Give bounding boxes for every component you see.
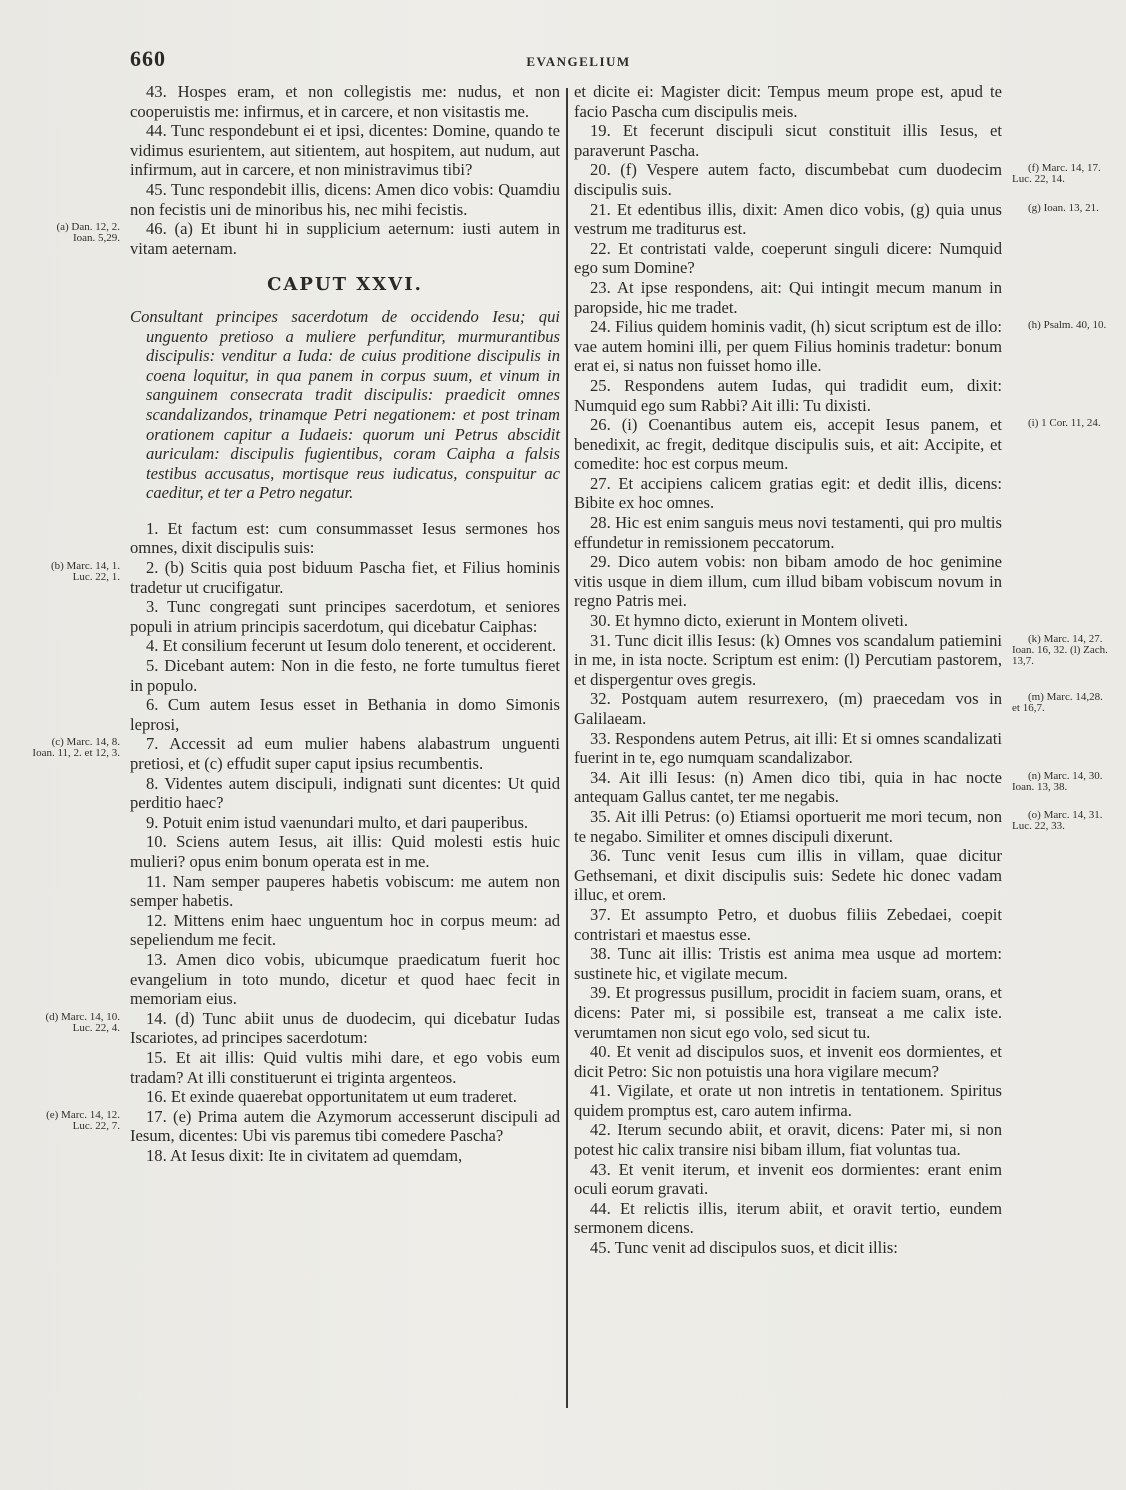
verse-text: 9. Potuit enim istud vaenundari multo, et dari pauperibus. [146, 812, 529, 832]
verse [574, 689, 1103, 728]
verse [130, 1146, 560, 1166]
verse [130, 636, 560, 656]
verse-text: 3. Tunc congregati sunt principes sacerdotum, et seniores populi in atrium principis sacerdotum, qui dicebatur Caiphas: [130, 597, 560, 636]
verse-text: 5. Dicebant autem: Non in die festo, ne forte tumultus fieret in populo. [130, 656, 560, 695]
verse [574, 474, 1002, 513]
column-divider [566, 88, 568, 1408]
verse [130, 180, 560, 219]
verse-text: 7. Accessit ad eum mulier habens alabastrum unguenti pretiosi, et (c) effudit super caput ipsius recumbentis. [130, 734, 560, 773]
verse-continuation: et dicite ei: Magister dicit: Tempus meum prope est, apud te facio Pascha cum discipulis meis. [574, 82, 1002, 121]
verse-text: 27. Et accipiens calicem gratias egit: et dedit illis, dicens: Bibite ex hoc omnes. [574, 473, 1002, 513]
verse-text: 30. Et hymno dicto, exierunt in Montem oliveti. [590, 611, 909, 631]
verse-text: 24. Filius quidem hominis vadit, (h) sicut scriptum est de illo: vae autem homini illi, per quem Filius hominis tradetur: bonum erat ei, si natus non fuisset homo ille. [574, 317, 1002, 376]
left-column [32, 82, 560, 1165]
page-header [130, 46, 972, 76]
verse-text: 32. Postquam autem resurrexero, (m) praecedam vos in Galilaeam. [574, 689, 1002, 728]
verse-text: 22. Et contristati valde, coeperunt singuli dicere: Numquid ego sum Domine? [574, 238, 1002, 278]
chapter-verses-continued [574, 121, 1108, 1258]
verse [574, 239, 1002, 278]
marginal-reference: (c) Marc. 14, 8. Ioan. 11, 2. et 12, 3. [32, 736, 120, 760]
verse [130, 1048, 560, 1087]
verse-text: 40. Et venit ad discipulos suos, et invenit eos dormientes, et dicit Petro: Sic non potuistis una hora vigilare mecum? [574, 1042, 1002, 1081]
verse-text: 45. Tunc respondebit illis, dicens: Amen dico vobis: Quamdiu non fecistis uni de minoribus his, nec mihi fecistis. [130, 179, 560, 219]
verse [574, 1199, 1002, 1238]
marginal-reference: (f) Marc. 14, 17. Luc. 22, 14. [1012, 162, 1101, 186]
verse-text: 15. Et ait illis: Quid vultis mihi dare, et ego vobis eum tradam? At illi constituerunt ei triginta argenteos. [130, 1047, 560, 1087]
verse [574, 1042, 1002, 1081]
verse-text: 33. Respondens autem Petrus, ait illi: Et si omnes scandalizati fuerint in te, ego numquam scandalizabor. [574, 728, 1002, 768]
verse-text: 41. Vigilate, et orate ut non intretis in tentationem. Spiritus quidem promptus est, caro autem infirma. [574, 1081, 1002, 1120]
marginal-reference: (h) Psalm. 40, 10. [1028, 319, 1107, 332]
verse-text: 25. Respondens autem Iudas, qui tradidit eum, dixit: Numquid ego sum Rabbi? Ait illi: Tu dixisti. [574, 375, 1002, 415]
verse [130, 695, 560, 734]
verse-text: 43. Hospes eram, et non collegistis me: nudus, et non cooperuistis me: infirmus, et in carcere, et non visitastis me. [130, 82, 560, 121]
right-column [574, 82, 1108, 1258]
marginal-reference: (o) Marc. 14, 31. Luc. 22, 33. [1012, 808, 1103, 832]
verse-text: 19. Et fecerunt discipuli sicut constituit illis Iesus, et paraverunt Pascha. [574, 121, 1002, 160]
verse [574, 278, 1002, 317]
verse-text: 34. Ait illi Iesus: (n) Amen dico tibi, quia in hac nocte antequam Gallus cantet, ter me negabis. [574, 767, 1002, 807]
verse [130, 1087, 560, 1107]
verse [574, 846, 1002, 905]
verse-text: 17. (e) Prima autem die Azymorum accesserunt discipuli ad Iesum, dicentes: Ubi vis paremus tibi comedere Pascha? [130, 1106, 560, 1146]
marginal-reference: (g) Ioan. 13, 21. [1028, 201, 1099, 214]
page-number: 660 [130, 46, 166, 71]
verse-text: 37. Et assumpto Petro, et duobus filiis Zebedaei, coepit contristari et maestus esse. [574, 904, 1002, 944]
marginal-reference: (e) Marc. 14, 12. Luc. 22, 7. [46, 1108, 120, 1132]
verse [574, 630, 1108, 690]
marginal-reference: (n) Marc. 14, 30. Ioan. 13, 38. [1012, 769, 1103, 793]
verse-text: 28. Hic est enim sanguis meus novi testamenti, qui pro multis effundetur in remissionem peccatorum. [574, 513, 1002, 552]
verse [130, 519, 560, 558]
verse-text: 1. Et factum est: cum consummasset Iesus sermones hos omnes, dixit discipulis suis: [130, 518, 560, 558]
verse [574, 160, 1101, 199]
verse-text: 16. Et exinde quaerebat opportunitatem ut eum traderet. [146, 1087, 517, 1107]
verse [574, 513, 1002, 552]
verse [574, 944, 1002, 983]
verse [50, 558, 560, 597]
verse-text: 42. Iterum secundo abiit, et oravit, dicens: Pater mi, si non potest hic calix transire nisi bibam illum, fiat voluntas tua. [574, 1120, 1002, 1160]
marginal-reference: (k) Marc. 14, 27. Ioan. 16, 32. (l) Zach. 13,7. [1012, 632, 1108, 667]
verse [574, 1120, 1002, 1159]
verse [574, 1238, 1002, 1258]
verse-text: 21. Et edentibus illis, dixit: Amen dico vobis, (g) quia unus vestrum me traditurus est. [574, 199, 1002, 239]
marginal-reference: (a) Dan. 12, 2. Ioan. 5,29. [56, 221, 120, 245]
verse [130, 656, 560, 695]
verse [46, 1106, 560, 1146]
verse [130, 832, 560, 871]
marginal-reference: (m) Marc. 14,28. et 16,7. [1012, 691, 1103, 715]
running-title: EVANGELIUM [526, 54, 631, 69]
verse-text: 29. Dico autem vobis: non bibam amodo de hoc genimine vitis usque in diem illum, cum illud bibam vobiscum novum in regno Patris mei. [574, 552, 1002, 611]
verse [574, 317, 1107, 376]
verse-text: 8. Videntes autem discipuli, indignati sunt dicentes: Ut quid perditio haec? [130, 773, 560, 813]
verse-text: 14. (d) Tunc abiit unus de duodecim, qui dicebatur Iudas Iscariotes, ad principes sacerdotum: [130, 1008, 560, 1048]
verse-text: 18. At Iesus dixit: Ite in civitatem ad quemdam, [146, 1145, 463, 1165]
marginal-reference: (d) Marc. 14, 10. Luc. 22, 4. [45, 1010, 120, 1034]
verse [574, 1081, 1002, 1120]
verse-text: 44. Tunc respondebunt ei et ipsi, dicentes: Domine, quando te vidimus esurientem, aut sitientem, aut hospitem, aut nudum, aut infirmum, aut in carcere, et non ministravimus tibi? [130, 121, 560, 180]
verse-text: 10. Sciens autem Iesus, ait illis: Quid molesti estis huic mulieri? opus enim bonum operata est in me. [130, 832, 560, 871]
verse-text: 13. Amen dico vobis, ubicumque praedicatum fuerit hoc evangelium in toto mundo, dicetur et quod haec fecit in memoriam eius. [130, 949, 560, 1009]
verse-text: 38. Tunc ait illis: Tristis est anima mea usque ad mortem: sustinete hic, et vigilate mecum. [574, 944, 1002, 983]
verse-text: 45. Tunc venit ad discipulos suos, et dicit illis: [590, 1238, 898, 1258]
verse [130, 872, 560, 911]
verse [574, 1160, 1002, 1199]
verse [130, 82, 560, 121]
verse [574, 806, 1103, 846]
verse-text: 36. Tunc venit Iesus cum illis in villam, quae dicitur Gethsemani, et dixit discipulis suis: Sedete hic donec vadam illuc, et orem. [574, 846, 1002, 905]
marginal-reference: (i) 1 Cor. 11, 24. [1028, 417, 1101, 430]
chapter-verses [32, 518, 560, 1166]
previous-chapter-verses [56, 82, 560, 258]
verse [574, 611, 1002, 631]
verse [574, 905, 1002, 944]
verse [130, 813, 560, 833]
verse [574, 121, 1002, 160]
verse [574, 767, 1103, 807]
verse [32, 734, 560, 773]
verse [45, 1008, 560, 1048]
verse-text: 11. Nam semper pauperes habetis vobiscum: me autem non semper habetis. [130, 871, 560, 911]
verse [130, 597, 560, 636]
verse-text: 43. Et venit iterum, et invenit eos dormientes: erant enim oculi eorum gravati. [574, 1159, 1002, 1199]
verse [574, 376, 1002, 415]
verse [574, 552, 1002, 611]
verse [574, 415, 1101, 474]
verse-text: 46. (a) Et ibunt hi in supplicium aeternum: iusti autem in vitam aeternam. [130, 219, 560, 258]
verse [130, 121, 560, 180]
verse [130, 774, 560, 813]
verse [130, 950, 560, 1009]
verse-text: 20. (f) Vespere autem facto, discumbebat cum duodecim discipulis suis. [574, 160, 1002, 199]
verse-text: 39. Et progressus pusillum, procidit in faciem suam, orans, et dicens: Pater mi, si possibile est, transeat a me calix iste. verumtamen non sicut ego volo, sed sicut tu. [574, 983, 1002, 1042]
verse-text: 12. Mittens enim haec unguentum hoc in corpus meum: ad sepeliendum me fecit. [130, 910, 560, 950]
verse-text: 23. At ipse respondens, ait: Qui intingit mecum manum in paropside, hic me tradet. [574, 277, 1002, 317]
verse [130, 911, 560, 950]
verse-text: 31. Tunc dicit illis Iesus: (k) Omnes vos scandalum patiemini in me, in ista nocte. Scriptum est enim: (l) Percutiam pastorem, et dispergentur oves gregis. [574, 630, 1002, 689]
verse-text: 44. Et relictis illis, iterum abiit, et oravit tertio, eundem sermonem dicens. [574, 1198, 1002, 1238]
marginal-reference: (b) Marc. 14, 1. Luc. 22, 1. [50, 560, 120, 584]
verse-text: 4. Et consilium fecerunt ut Iesum dolo tenerent, et occiderent. [146, 636, 557, 656]
chapter-title: CAPUT XXVI. [267, 274, 423, 296]
verse-text: 2. (b) Scitis quia post biduum Pascha fiet, et Filius hominis tradetur ut crucifigatur. [130, 558, 560, 597]
verse [574, 983, 1002, 1042]
verse-text: 35. Ait illi Petrus: (o) Etiamsi oportuerit me mori tecum, non te negabo. Similiter et omnes discipuli dixerunt. [574, 806, 1002, 846]
verse-text: 6. Cum autem Iesus esset in Bethania in domo Simonis leprosi, [130, 695, 560, 734]
verse [574, 729, 1002, 768]
chapter-summary: Consultant principes sacerdotum de occidendo Iesu; qui unguento pretioso a muliere perfunditur, murmurantibus discipulis: venditur a Iuda: de cuius proditione discipulis in coena loquitur, in qua panem in corpus suum, et vinum in sanguinem consecrata tradit discipulis: praedicit omnes scandalizandos, trinamque Petri negationem: et post trinam orationem capitur a Iudaeis: quorum uni Petrus abscidit auriculam: discipulis fugientibus, coram Caipha a falsis testibus accusatus, mortisque reus iudicatus, conspuitur ac caeditur, et ter a Petro negatur. [130, 306, 560, 503]
verse [56, 219, 560, 258]
verse-text: 26. (i) Coenantibus autem eis, accepit Iesus panem, et benedixit, ac fregit, deditque discipulis suis, et ait: Accipite, et comedite: hoc est corpus meum. [574, 415, 1002, 474]
verse [574, 199, 1099, 239]
